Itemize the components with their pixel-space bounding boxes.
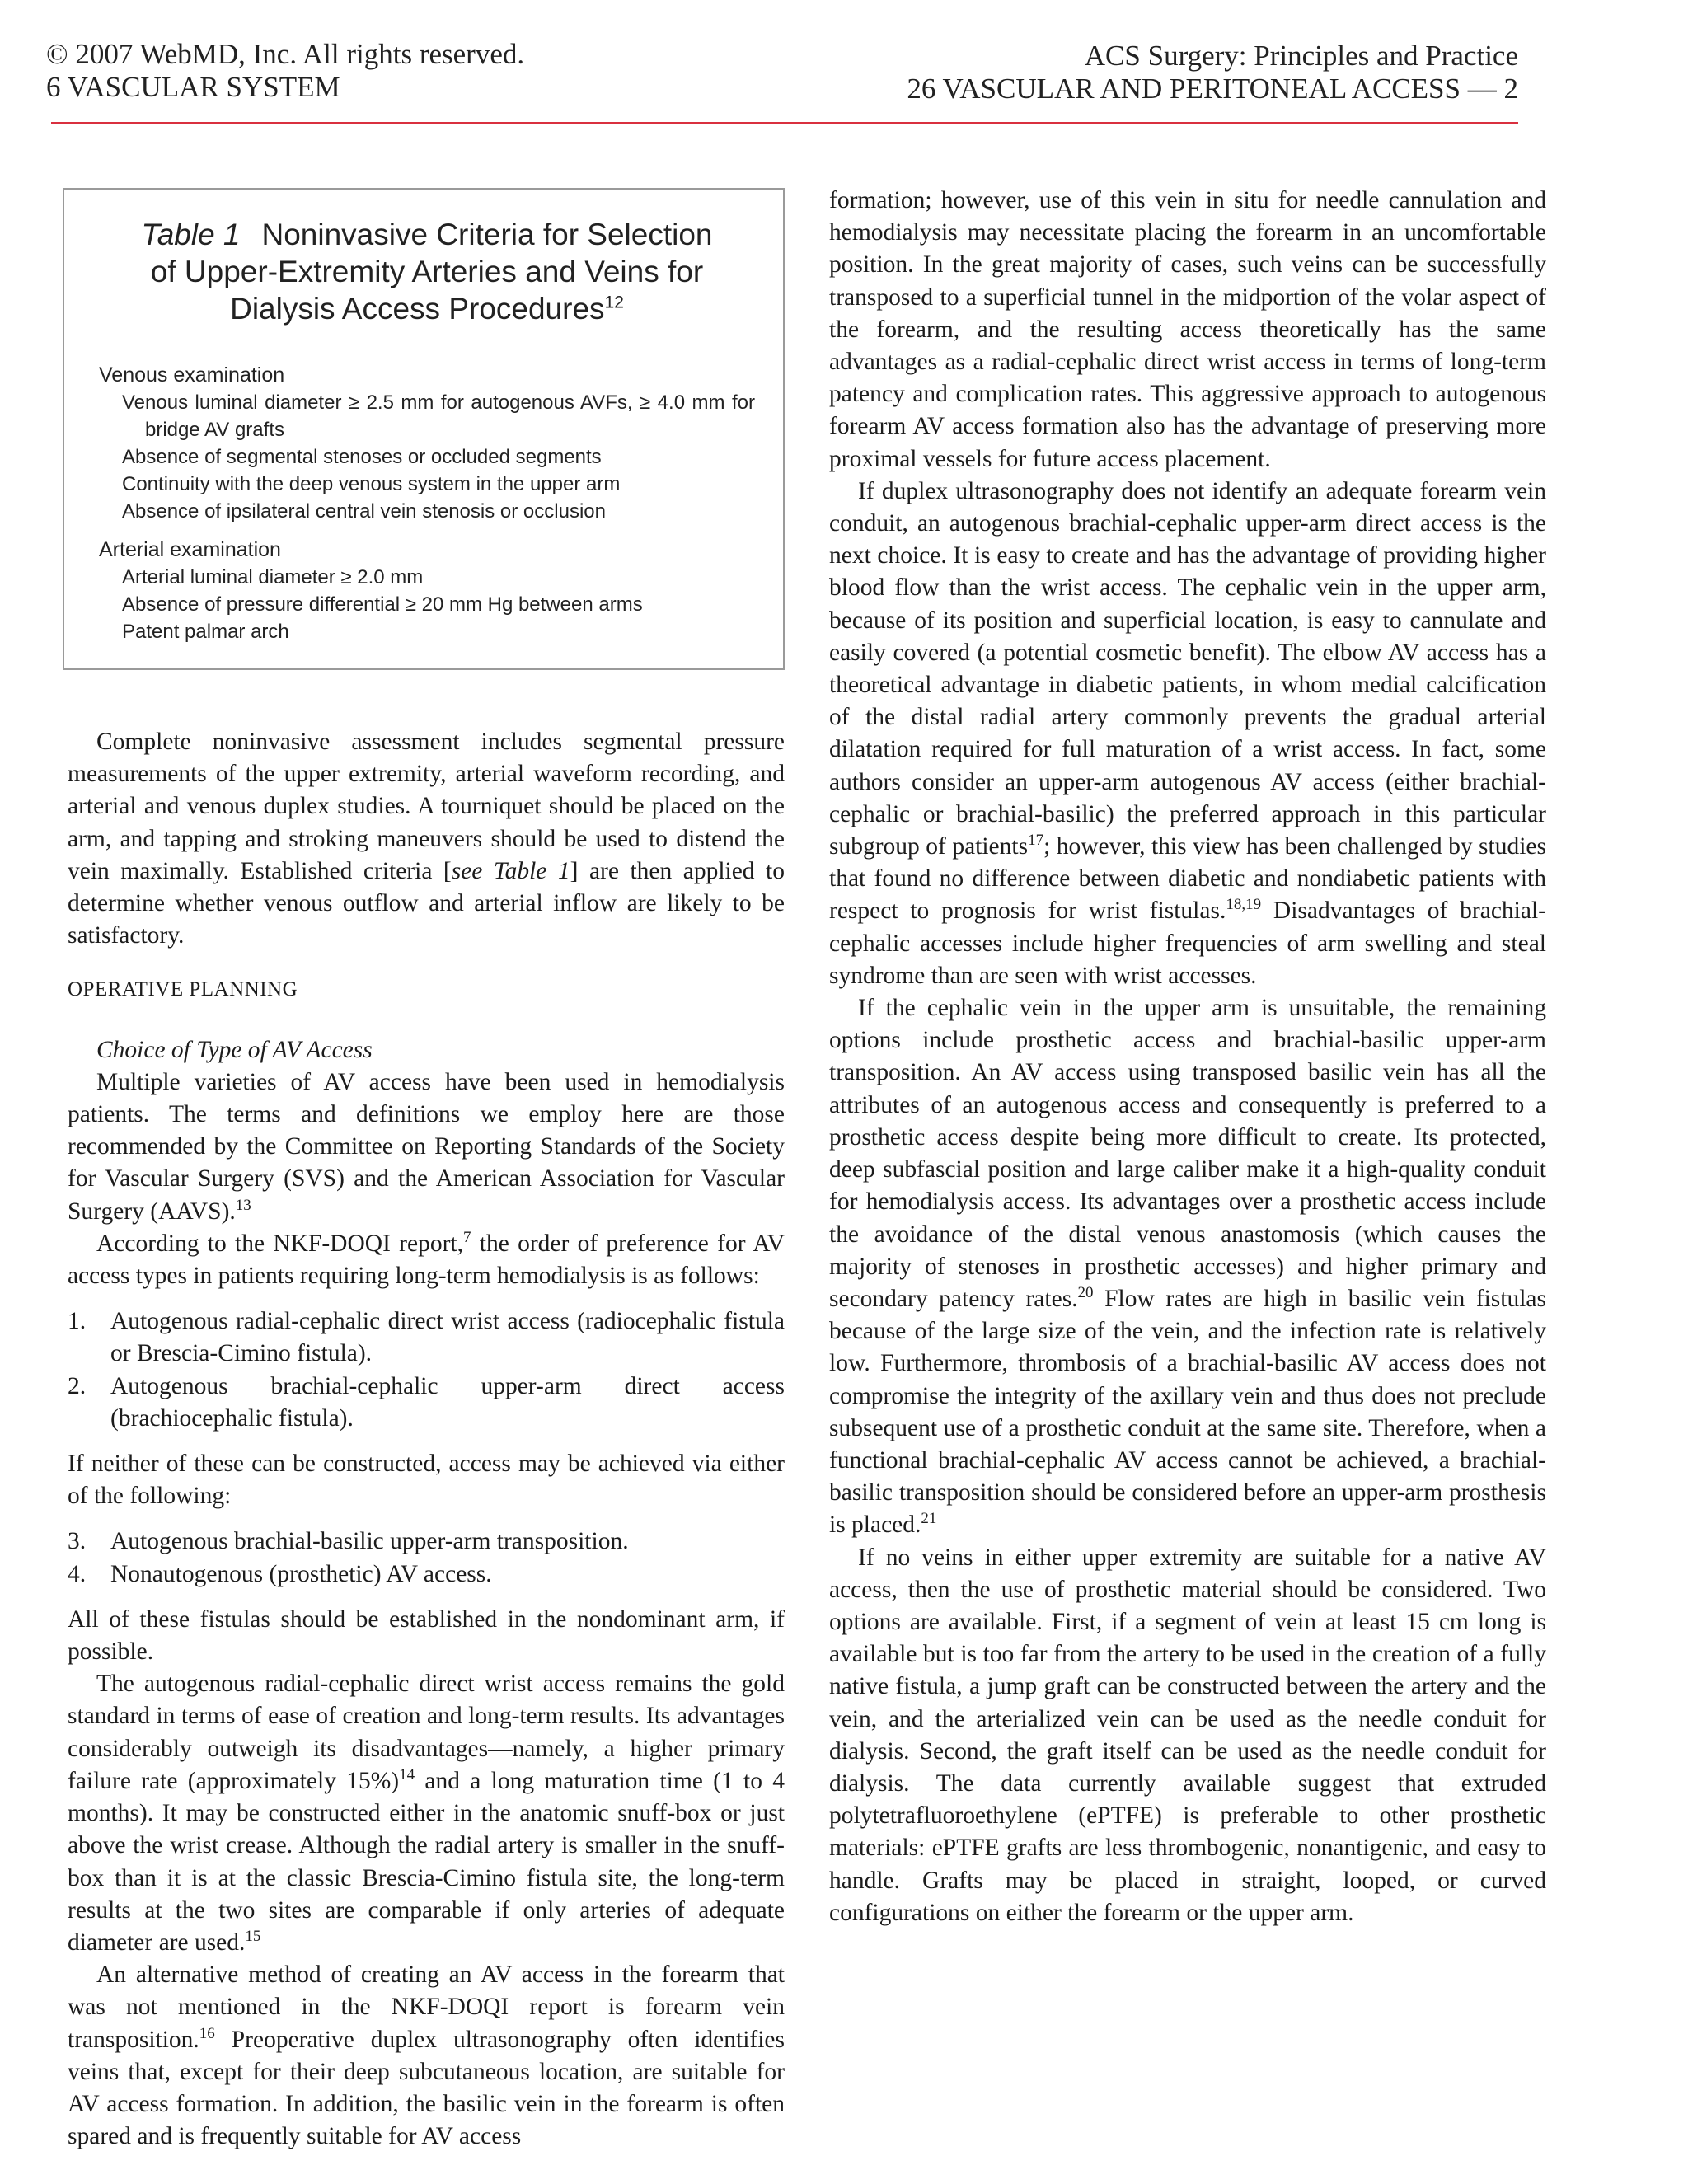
venous-item: Venous luminal diameter ≥ 2.5 mm for autogenous AVFs, ≥ 4.0 mm for bridge AV grafts — [122, 391, 755, 441]
citation: 18,19 — [1226, 896, 1262, 914]
section-title: 6 VASCULAR SYSTEM — [46, 71, 340, 103]
venous-item: Continuity with the deep venous system in the upper arm — [122, 473, 621, 495]
arterial-item: Absence of pressure differential ≥ 20 mm Hg between arms — [122, 593, 643, 616]
list-item: 1. Autogenous radial-cephalic direct wrist access (radiocephalic fistula or Brescia-Cimino fistula). — [68, 1308, 785, 1367]
copyright-line: © 2007 WebMD, Inc. All rights reserved. — [46, 38, 525, 70]
paragraph-alternatives: If neither of these can be constructed, access may be achieved via either of the following: — [68, 1451, 785, 1510]
paragraph-brachial-basilic: If the cephalic vein in the upper arm is unsuitable, the remaining options include prosthetic access and brachial-basilic upper-arm transposition. An AV access using transposed basilic vein has all the attributes of an autogenous access and consequently is preferred to a prosthetic access despite being more difficult to create. Its protected, deep subfascial position and large caliber make it a high-quality conduit for hemodialysis access. Its advantages over a prosthetic access include the avoidance of the distal venous anastomosis (which causes the majority of stenoses in prosthetic accesses) and higher primary and secondary patency rates.$^{20}$ Flow rates are high in basilic vein fistulas because of the large size of the vein, and the infection rate is relatively low. Furthermore, thrombosis of a brachial-basilic AV access does not compromise the integrity of the axillary vein and thus does not preclude subsequent use of a prosthetic conduit at the same site. Therefore, when a functional brachial-cephalic AV access cannot be achieved, a brachial-basilic transposition should be considered before an upper-arm prosthesis is placed.$^{21}$ — [829, 995, 1546, 1539]
venous-heading: Venous examination — [99, 363, 285, 387]
chapter-title: 26 VASCULAR AND PERITONEAL ACCESS — 2 — [907, 73, 1518, 105]
paragraph-nondominant: All of these fistulas should be established in the nondominant arm, if possible. — [68, 1605, 785, 1666]
table-reference: see Table 1 — [451, 857, 570, 884]
paragraph-assessment: Complete noninvasive assessment includes segmental pressure measurements of the upper extremity, arterial waveform recording, and arterial and venous duplex studies. A tourniquet should be placed on the arm, and tapping and stroking maneuvers should be used to distend the vein maximally. Established criteria [see Table 1] are then applied to determine whether venous outflow and arterial inflow are likely to be satisfactory. — [68, 729, 785, 949]
paragraph-formation: formation; however, use of this vein in situ for needle cannulation and hemodialysis may necessitate placing the forearm in an uncomfortable position. In the great majority of cases, such veins can be successfully transposed to a superficial tunnel in the midportion of the volar aspect of the forearm, and the resulting access theoretically has the same advantages as a radial-cephalic direct wrist access in terms of long-term patency and complication rates. This aggressive approach to autogenous forearm AV access formation also has the advantage of preserving more proximal vessels for future access placement. — [829, 187, 1546, 472]
paragraph-varieties: Multiple varieties of AV access have been used in hemodialysis patients. The terms and definitions we employ here are those recommended by the Committee on Reporting Standards of the Society for Vascular Surgery (SVS) and the American Association for Vascular Surgery (AAVS).$^{13}$ — [68, 1068, 785, 1225]
citation: 13 — [235, 1196, 251, 1214]
citation: 21 — [921, 1510, 937, 1528]
venous-item: Absence of segmental stenoses or occluded segments — [122, 446, 602, 468]
table-title — [99, 216, 755, 327]
citation: 16 — [199, 2024, 215, 2042]
table-label: Table 1 — [141, 218, 241, 251]
citation: 7 — [462, 1229, 471, 1247]
preference-list-2 — [68, 1526, 785, 1590]
arterial-item: Arterial luminal diameter ≥ 2.0 mm — [122, 566, 424, 588]
table-1 — [63, 188, 785, 670]
paragraph-nkf-doqi: According to the NKF-DOQI report,$^7$ the order of preference for AV access types in patients requiring long-term hemodialysis is as follows: — [68, 1229, 785, 1290]
section-heading-operative-planning: OPERATIVE PLANNING — [68, 978, 298, 1001]
running-header-left — [46, 38, 524, 104]
citation: 15 — [245, 1928, 261, 1946]
venous-item: Absence of ipsilateral central vein stenosis or occlusion — [122, 500, 606, 523]
paragraph-gold-standard: The autogenous radial-cephalic direct wrist access remains the gold standard in terms of ease of creation and long-term results. Its advantages considerably outweigh its disadvantages—namely, a higher primary failure rate (approximately 15%)$^{14}$ and a long maturation time (1 to 4 months). It may be constructed either in the anatomic snuff-box or just above the wrist crease. Although the radial artery is smaller in the snuff-box than it is at the classic Brescia-Cimino fistula site, the long-term results at the two sites are comparable if only arteries of adequate diameter are used.$^{15}$ — [68, 1671, 785, 1956]
running-header-right — [907, 40, 1518, 105]
paragraph-brachial-cephalic: If duplex ultrasonography does not identify an adequate forearm vein conduit, an autogenous brachial-cephalic upper-arm direct access is the next choice. It is easy to create and has the advantage of providing higher blood flow than the wrist access. The cephalic vein in the upper arm, because of its position and superficial location, is easy to cannulate and easily covered (a potential cosmetic benefit). The elbow AV access has a theoretical advantage in diabetic patients, in whom medial calcification of the distal radial artery commonly prevents the gradual arterial dilatation required for full maturation of a wrist access. In fact, some authors consider an upper-arm autogenous AV access (either brachial-cephalic or brachial-basilic) the preferred approach in this particular subgroup of patients$^{17}$; however, this view has been challenged by studies that found no difference between diabetic and nondiabetic patients with respect to prognosis for wrist fistulas.$^{18,19}$ Disadvantages of brachial-cephalic accesses include higher frequencies of arm swelling and steal syndrome than are seen with wrist accesses. — [829, 477, 1546, 989]
arterial-item: Patent palmar arch — [122, 621, 289, 643]
citation: 20 — [1077, 1284, 1094, 1302]
arterial-heading: Arterial examination — [99, 538, 281, 561]
citation: 14 — [399, 1766, 415, 1784]
table-title-ref: 12 — [604, 293, 624, 312]
right-column — [829, 185, 1546, 1929]
preference-list-1 — [68, 1305, 785, 1435]
subheading-choice-of-av-access: Choice of Type of AV Access — [96, 1036, 373, 1063]
table-title-line3: Dialysis Access Procedures — [230, 292, 605, 326]
list-item: 3. Autogenous brachial-basilic upper-arm transposition. — [68, 1528, 629, 1555]
header-rule — [51, 122, 1518, 124]
paragraph-prosthetic: If no veins in either upper extremity are suitable for a native AV access, then the use of prosthetic material should be considered. Two options are available. First, if a segment of vein at least 15 cm long is available but is too far from the artery to be used in the creation of a fully native fistula, a jump graft can be constructed between the artery and the vein, and the arterialized vein can be used as the needle conduit for dialysis. Second, the graft itself can be used as the needle conduit for dialysis. The data currently available suggest that extruded polytetrafluoroethylene (ePTFE) is preferable to other prosthetic materials: ePTFE grafts are less thrombogenic, nonantigenic, and easy to handle. Grafts may be placed in straight, looped, or curved configurations on either the forearm or the upper arm. — [829, 1544, 1546, 1926]
paragraph-alternative-method: An alternative method of creating an AV access in the forearm that was not mentioned in the NKF-DOQI report is forearm vein transposition.$^{16}$ Preoperative duplex ultrasonography often identifies veins that, except for their deep subcutaneous location, are suitable for AV access formation. In addition, the basilic vein in the forearm is often spared and is frequently suitable for AV access — [68, 1961, 785, 2150]
list-item: 2. Autogenous brachial-cephalic upper-arm direct access (brachiocephalic fistula). — [68, 1372, 785, 1432]
left-column — [68, 185, 785, 2153]
table-title-line2: of Upper-Extremity Arteries and Veins for — [150, 255, 704, 288]
citation: 17 — [1028, 832, 1044, 850]
list-item: 4. Nonautogenous (prosthetic) AV access. — [68, 1560, 492, 1587]
table-title-line1: Noninvasive Criteria for Selection — [261, 218, 713, 251]
book-title: ACS Surgery: Principles and Practice — [1084, 40, 1518, 72]
